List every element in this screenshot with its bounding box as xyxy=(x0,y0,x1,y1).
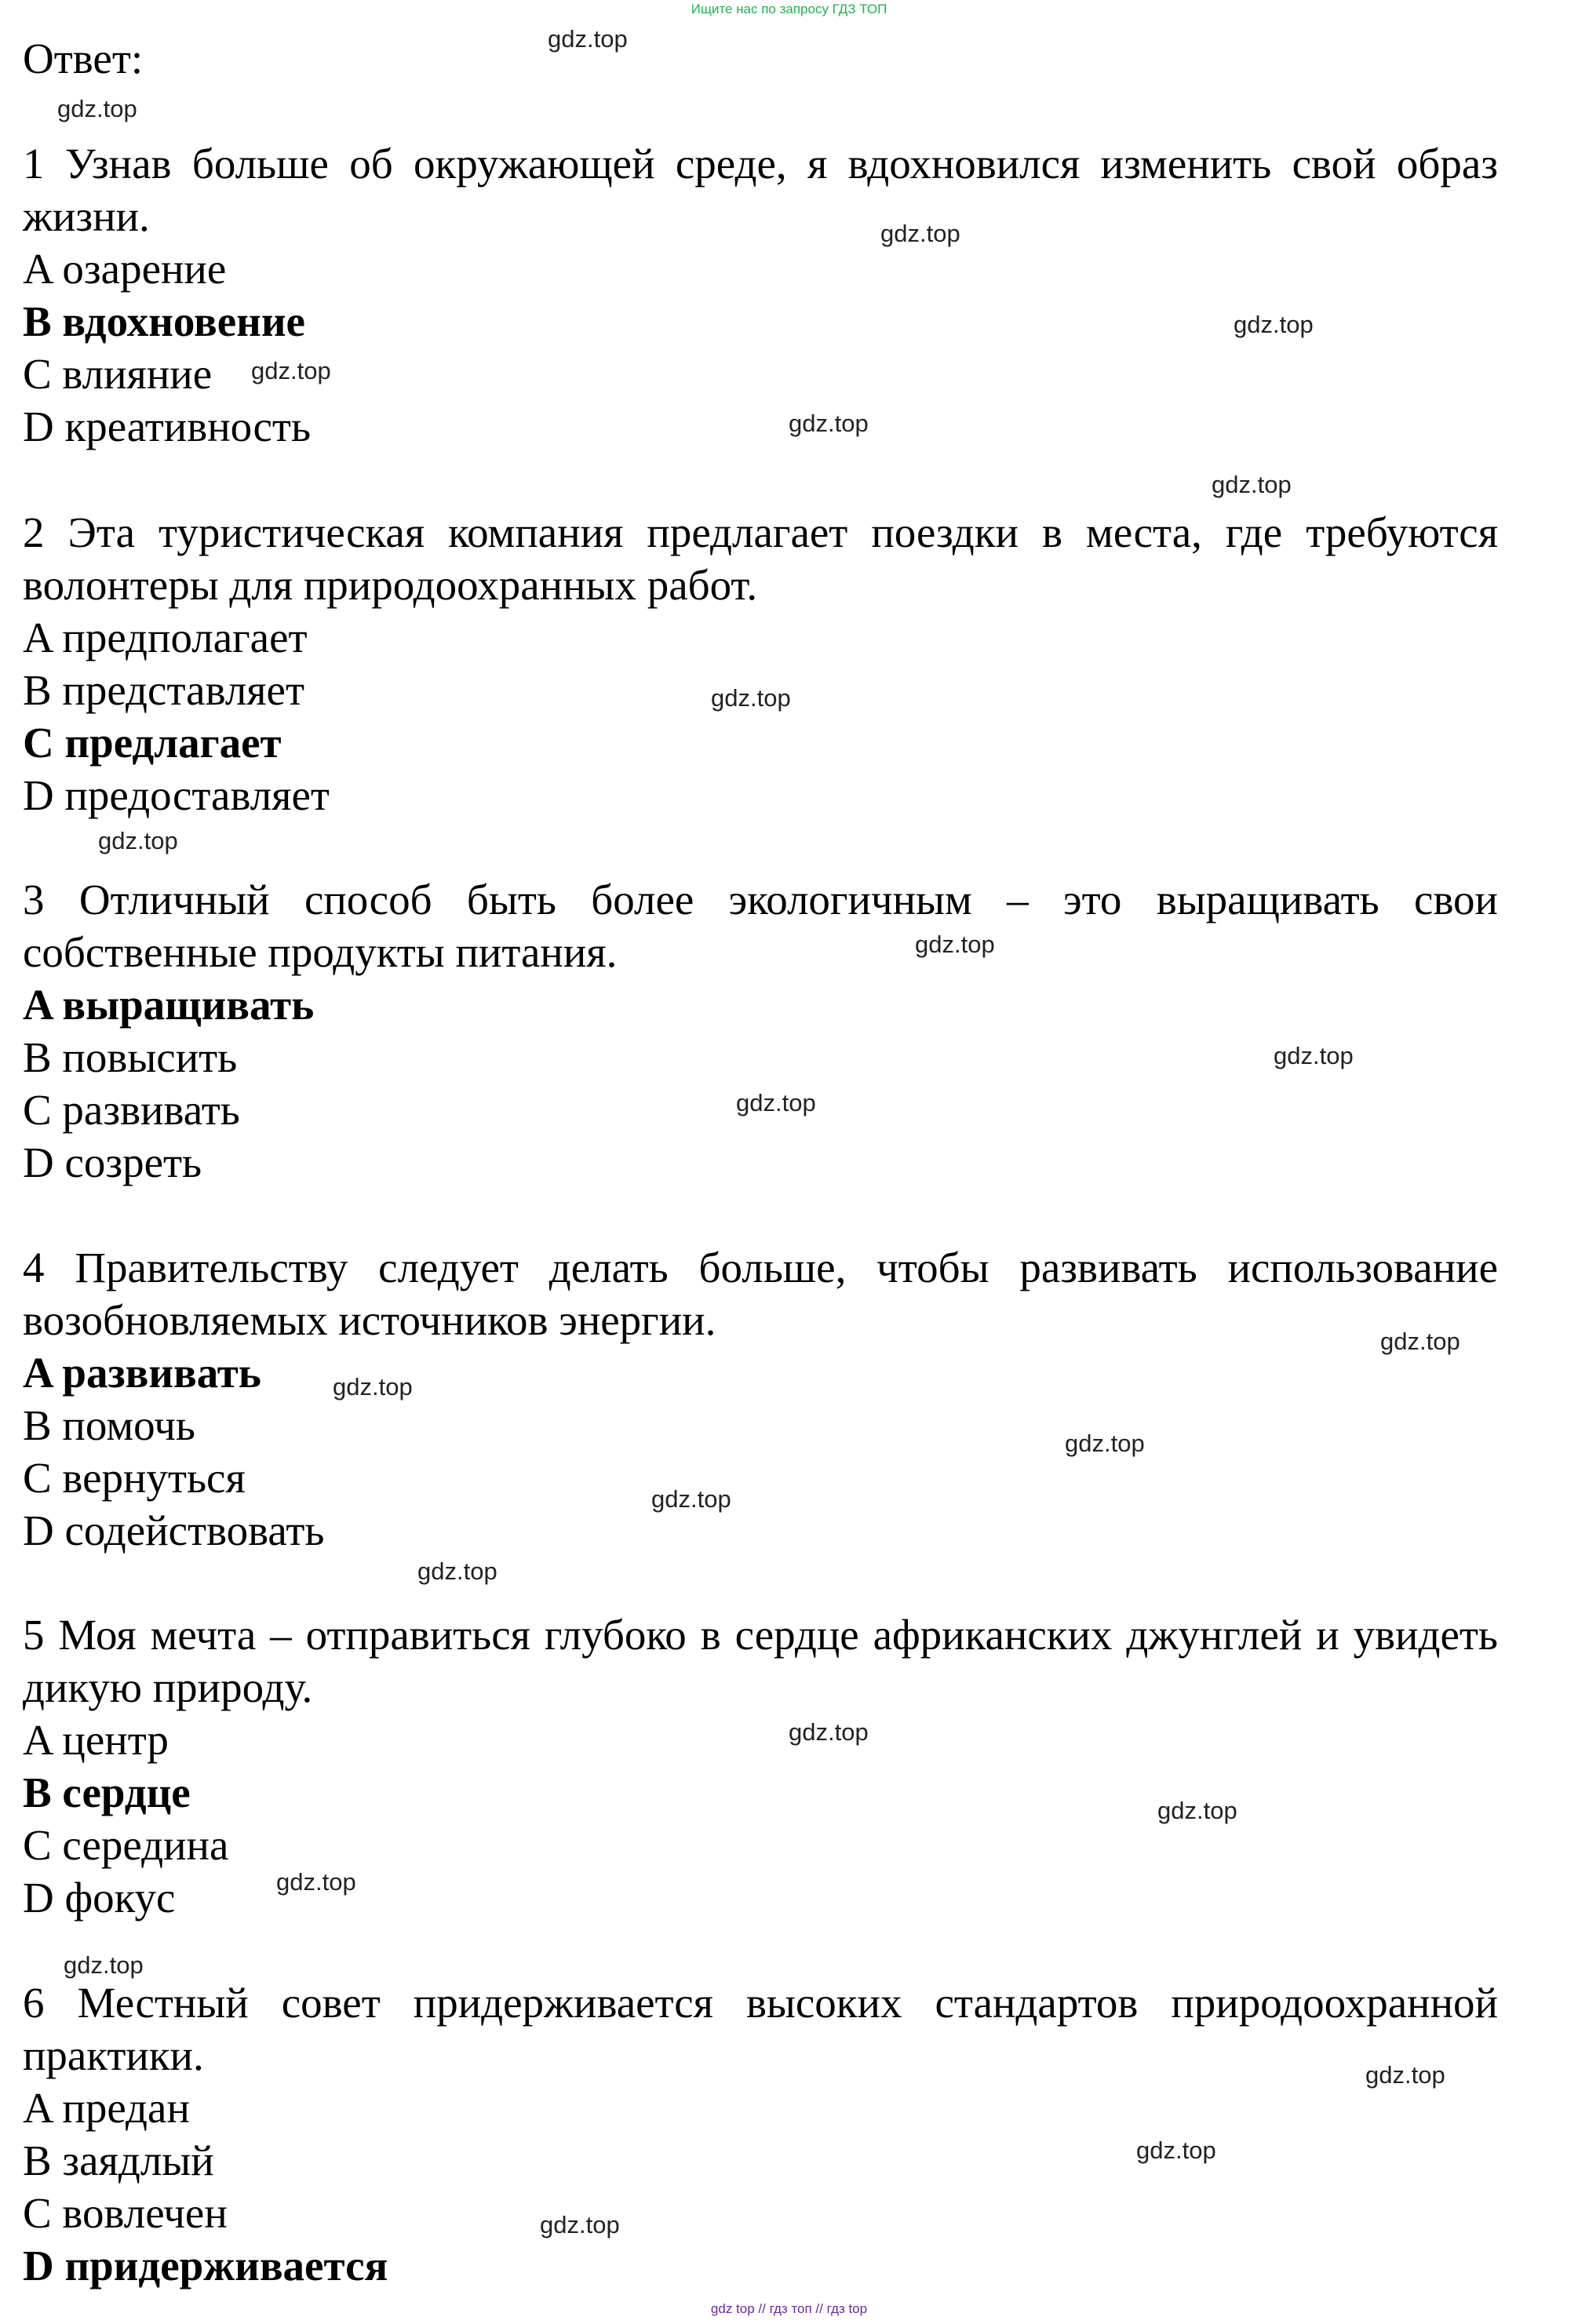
watermark: gdz.top xyxy=(1157,1797,1237,1824)
watermark: gdz.top xyxy=(417,1557,497,1585)
answer-heading: Ответ: xyxy=(23,35,144,82)
watermark: gdz.top xyxy=(1234,311,1314,338)
option-d: D фокус xyxy=(23,1874,176,1921)
option-a: A озарение xyxy=(23,245,227,293)
question-block-2 xyxy=(23,506,1498,821)
watermark: gdz.top xyxy=(333,1373,413,1401)
option-b-correct: B сердце xyxy=(23,1768,191,1816)
question-block-3 xyxy=(23,873,1498,1189)
watermark: gdz.top xyxy=(540,2211,620,2238)
option-a: A центр xyxy=(23,1716,169,1764)
option-c-correct: C предлагает xyxy=(23,719,282,767)
watermark: gdz.top xyxy=(880,220,960,247)
option-a-correct: A выращивать xyxy=(23,981,315,1029)
watermark: gdz.top xyxy=(711,684,791,712)
option-c: C вернуться xyxy=(23,1454,246,1502)
watermark: gdz.top xyxy=(915,931,995,958)
question-text: 5 Моя мечта – отправиться глубоко в сердце африканских джунглей и увидеть дикую природу. xyxy=(23,1611,1498,1711)
option-d-correct: D придерживается xyxy=(23,2242,388,2289)
watermark: gdz.top xyxy=(1274,1042,1354,1069)
watermark: gdz.top xyxy=(736,1089,816,1116)
watermark: gdz.top xyxy=(1136,2136,1216,2164)
question-block-5 xyxy=(23,1608,1498,1924)
question-text: 3 Отличный способ быть более экологичным – это выращивать свои собственные продукты питания. xyxy=(23,876,1498,976)
option-d: D созреть xyxy=(23,1138,202,1186)
option-a-correct: A развивать xyxy=(23,1349,261,1397)
option-b-correct: B вдохновение xyxy=(23,297,305,345)
question-block-6 xyxy=(23,1976,1498,2292)
watermark: gdz.top xyxy=(1380,1328,1460,1355)
question-block-4 xyxy=(23,1241,1498,1557)
option-c: C развивать xyxy=(23,1086,240,1134)
watermark: gdz.top xyxy=(64,1951,144,1979)
question-text: 2 Эта туристическая компания предлагает поездки в места, где требуются волонтеры для природоохранных работ. xyxy=(23,508,1498,609)
option-c: C влияние xyxy=(23,350,213,398)
watermark: gdz.top xyxy=(1365,2061,1445,2089)
option-d: D предоставляет xyxy=(23,771,330,819)
watermark: gdz.top xyxy=(251,357,331,384)
watermark: gdz.top xyxy=(1212,471,1292,498)
option-b: B заядлый xyxy=(23,2136,214,2184)
question-text: 4 Правительству следует делать больше, чтобы развивать использование возобновляемых источников энергии. xyxy=(23,1244,1498,1344)
watermark: gdz.top xyxy=(98,827,178,854)
option-a: A предан xyxy=(23,2084,190,2132)
option-a: A предполагает xyxy=(23,614,308,661)
option-c: C середина xyxy=(23,1821,229,1869)
footer-banner: gdz top // гдз топ // гдз top xyxy=(710,2301,868,2316)
option-b: B повысить xyxy=(23,1033,238,1081)
watermark: gdz.top xyxy=(789,410,869,437)
question-text: 6 Местный совет придерживается высоких стандартов природоохранной практики. xyxy=(23,1979,1498,2079)
watermark: gdz.top xyxy=(548,25,628,53)
watermark: gdz.top xyxy=(651,1485,731,1513)
option-b: B помочь xyxy=(23,1401,195,1449)
question-block-1 xyxy=(23,137,1498,453)
option-d: D креативность xyxy=(23,403,312,450)
option-b: B представляет xyxy=(23,666,305,714)
question-text: 1 Узнав больше об окружающей среде, я вдохновился изменить свой образ жизни. xyxy=(23,140,1498,240)
option-d: D содействовать xyxy=(23,1506,325,1554)
watermark: gdz.top xyxy=(57,95,137,122)
watermark: gdz.top xyxy=(1065,1430,1145,1457)
search-hint-banner: Ищите нас по запросу ГДЗ ТОП xyxy=(691,2,887,16)
watermark: gdz.top xyxy=(276,1868,356,1896)
option-c: C вовлечен xyxy=(23,2189,228,2237)
watermark: gdz.top xyxy=(789,1718,869,1746)
